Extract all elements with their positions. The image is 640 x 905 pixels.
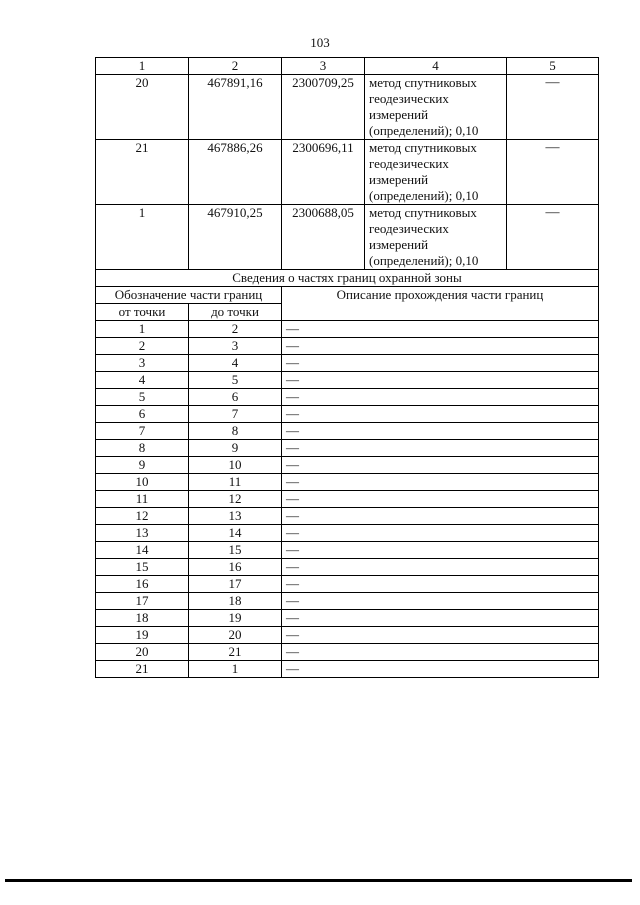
part-description-cell: — — [282, 440, 599, 457]
part-description-cell: — — [282, 321, 599, 338]
column-number-row — [96, 58, 599, 75]
part-description-cell: — — [282, 355, 599, 372]
from-point-cell: 5 — [96, 389, 189, 406]
to-point-cell: 17 — [189, 576, 282, 593]
designation-header: Обозначение части границ — [96, 287, 282, 304]
method-line: метод спутниковых — [369, 75, 477, 90]
part-description-cell: — — [282, 508, 599, 525]
method-line: метод спутниковых — [369, 205, 477, 220]
part-row — [96, 406, 599, 423]
to-point-header: до точки — [189, 304, 282, 321]
part-row — [96, 610, 599, 627]
part-row — [96, 542, 599, 559]
to-point-cell: 2 — [189, 321, 282, 338]
to-point-cell: 15 — [189, 542, 282, 559]
part-description-cell: — — [282, 644, 599, 661]
to-point-cell: 1 — [189, 661, 282, 678]
from-point-cell: 19 — [96, 627, 189, 644]
from-point-cell: 11 — [96, 491, 189, 508]
to-point-cell: 3 — [189, 338, 282, 355]
from-point-cell: 1 — [96, 321, 189, 338]
part-row — [96, 355, 599, 372]
part-description-cell: — — [282, 610, 599, 627]
y-coordinate-cell: 2300696,11 — [282, 140, 365, 205]
part-description-cell: — — [282, 338, 599, 355]
from-point-cell: 15 — [96, 559, 189, 576]
point-number-cell: 20 — [96, 75, 189, 140]
method-line: (определений); 0,10 — [369, 188, 479, 203]
method-line: (определений); 0,10 — [369, 123, 479, 138]
part-row — [96, 627, 599, 644]
part-row — [96, 338, 599, 355]
part-description-cell: — — [282, 593, 599, 610]
part-description-cell: — — [282, 389, 599, 406]
x-coordinate-cell: 467886,26 — [189, 140, 282, 205]
from-point-cell: 16 — [96, 576, 189, 593]
part-description-cell: — — [282, 525, 599, 542]
x-coordinate-cell: 467891,16 — [189, 75, 282, 140]
method-cell — [365, 205, 507, 270]
method-line: геодезических — [369, 91, 449, 106]
from-point-cell: 12 — [96, 508, 189, 525]
part-row — [96, 474, 599, 491]
part-description-cell: — — [282, 576, 599, 593]
part-row — [96, 321, 599, 338]
section-title: Сведения о частях границ охранной зоны — [96, 270, 599, 287]
to-point-cell: 4 — [189, 355, 282, 372]
method-cell — [365, 75, 507, 140]
part-row — [96, 372, 599, 389]
part-row — [96, 457, 599, 474]
part-row — [96, 508, 599, 525]
to-point-cell: 19 — [189, 610, 282, 627]
part-row — [96, 593, 599, 610]
coordinate-row — [96, 75, 599, 140]
method-line: геодезических — [369, 221, 449, 236]
from-point-cell: 10 — [96, 474, 189, 491]
from-point-cell: 9 — [96, 457, 189, 474]
to-point-cell: 13 — [189, 508, 282, 525]
part-description-cell: — — [282, 372, 599, 389]
point-number-cell: 21 — [96, 140, 189, 205]
to-point-cell: 12 — [189, 491, 282, 508]
part-description-cell: — — [282, 406, 599, 423]
from-point-cell: 17 — [96, 593, 189, 610]
parts-header-row — [96, 287, 599, 304]
to-point-cell: 7 — [189, 406, 282, 423]
from-point-cell: 6 — [96, 406, 189, 423]
from-point-cell: 7 — [96, 423, 189, 440]
part-row — [96, 559, 599, 576]
to-point-cell: 5 — [189, 372, 282, 389]
column-header: 5 — [507, 58, 599, 75]
y-coordinate-cell: 2300709,25 — [282, 75, 365, 140]
from-point-cell: 18 — [96, 610, 189, 627]
page-number: 103 — [310, 35, 330, 50]
part-description-cell: — — [282, 627, 599, 644]
to-point-cell: 20 — [189, 627, 282, 644]
part-row — [96, 576, 599, 593]
column-header: 1 — [96, 58, 189, 75]
part-row — [96, 491, 599, 508]
bottom-rule — [5, 879, 632, 882]
from-point-cell: 3 — [96, 355, 189, 372]
column-header: 2 — [189, 58, 282, 75]
y-coordinate-cell: 2300688,05 — [282, 205, 365, 270]
to-point-cell: 14 — [189, 525, 282, 542]
to-point-cell: 6 — [189, 389, 282, 406]
part-description-cell: — — [282, 491, 599, 508]
description-header: Описание прохождения части границ — [282, 287, 599, 321]
method-line: (определений); 0,10 — [369, 253, 479, 268]
part-description-cell: — — [282, 474, 599, 491]
part-row — [96, 440, 599, 457]
from-point-cell: 20 — [96, 644, 189, 661]
accuracy-dash-cell: — — [507, 140, 599, 205]
method-line: геодезических — [369, 156, 449, 171]
part-row — [96, 525, 599, 542]
to-point-cell: 8 — [189, 423, 282, 440]
accuracy-dash-cell: — — [507, 75, 599, 140]
method-cell — [365, 140, 507, 205]
method-line: измерений — [369, 237, 429, 252]
column-header: 4 — [365, 58, 507, 75]
to-point-cell: 18 — [189, 593, 282, 610]
to-point-cell: 11 — [189, 474, 282, 491]
from-point-cell: 21 — [96, 661, 189, 678]
part-row — [96, 389, 599, 406]
part-description-cell: — — [282, 423, 599, 440]
part-description-cell: — — [282, 661, 599, 678]
to-point-cell: 21 — [189, 644, 282, 661]
boundary-table — [95, 57, 599, 678]
to-point-cell: 16 — [189, 559, 282, 576]
from-point-cell: 13 — [96, 525, 189, 542]
part-row — [96, 661, 599, 678]
from-point-cell: 14 — [96, 542, 189, 559]
to-point-cell: 10 — [189, 457, 282, 474]
section-title-row — [96, 270, 599, 287]
from-point-cell: 8 — [96, 440, 189, 457]
accuracy-dash-cell: — — [507, 205, 599, 270]
part-description-cell: — — [282, 559, 599, 576]
part-description-cell: — — [282, 542, 599, 559]
column-header: 3 — [282, 58, 365, 75]
method-line: метод спутниковых — [369, 140, 477, 155]
from-point-cell: 2 — [96, 338, 189, 355]
part-row — [96, 644, 599, 661]
part-row — [96, 423, 599, 440]
coordinate-row — [96, 205, 599, 270]
x-coordinate-cell: 467910,25 — [189, 205, 282, 270]
from-point-cell: 4 — [96, 372, 189, 389]
point-number-cell: 1 — [96, 205, 189, 270]
from-point-header: от точки — [96, 304, 189, 321]
method-line: измерений — [369, 172, 429, 187]
method-line: измерений — [369, 107, 429, 122]
part-description-cell: — — [282, 457, 599, 474]
coordinate-row — [96, 140, 599, 205]
to-point-cell: 9 — [189, 440, 282, 457]
